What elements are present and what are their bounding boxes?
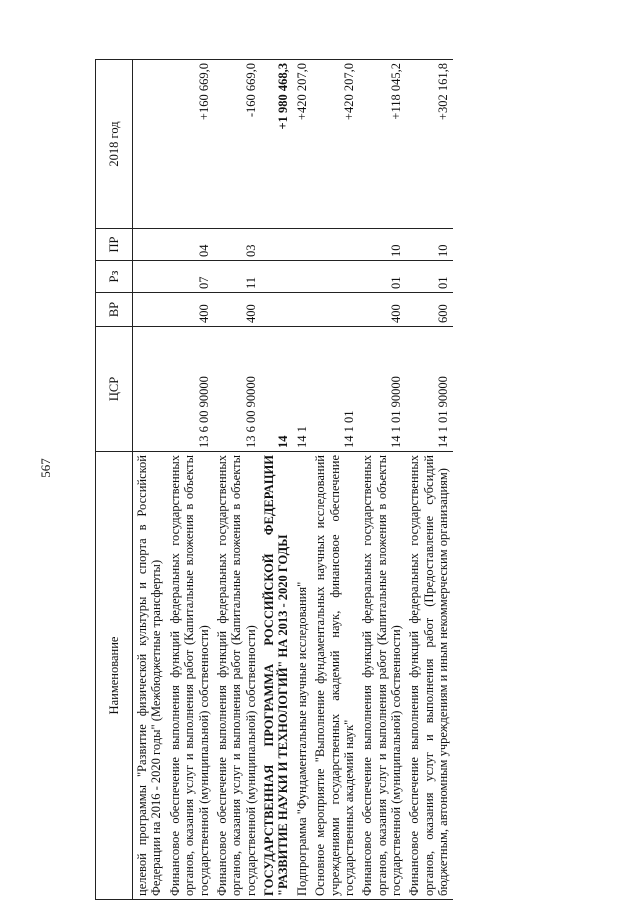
cell-name: Финансовое обеспечение выполнения функций федеральных государственных органов, оказания услуг и выполнения работ (Предоставление субсидий бюджетным, автономным учреждениям и иным некоммерческим организациям) (405, 452, 452, 900)
header-year: 2018 год (96, 60, 133, 229)
cell-name: Финансовое обеспечение выполнения функций федеральных государственных органов, оказания услуг и выполнения работ (Капитальные вложения в объекты государственной (муниципальной) собственности) (358, 452, 405, 900)
table-row (311, 60, 358, 900)
budget-table-sheet (95, 60, 620, 900)
cell-csr: 14 1 01 90000 (405, 327, 452, 452)
cell-amount: +118 045,2 (358, 60, 405, 229)
cell-name: Основное мероприятие "Выполнение фундаментальных научных исследований учреждениями государственных академий наук, финансовое обеспечение государственных академий наук" (311, 452, 358, 900)
cell-rz: 11 (213, 261, 260, 293)
cell-rz (311, 261, 358, 293)
cell-amount: +420 207,0 (311, 60, 358, 229)
header-rz: Рз (96, 261, 133, 293)
cell-csr: 14 (260, 327, 293, 452)
cell-csr: 13 6 00 90000 (213, 327, 260, 452)
cell-amount: +1 980 468,3 (260, 60, 293, 229)
header-csr: ЦСР (96, 327, 133, 452)
table-row (358, 60, 405, 900)
cell-vr (260, 293, 293, 327)
cell-vr: 400 (358, 293, 405, 327)
cell-vr: 600 (405, 293, 452, 327)
cell-pr: 04 (166, 229, 213, 261)
cell-pr (133, 229, 166, 261)
cell-csr (133, 327, 166, 452)
cell-rz: 07 (166, 261, 213, 293)
cell-name: ГОСУДАРСТВЕННАЯ ПРОГРАММА РОССИЙСКОЙ ФЕДЕРАЦИИ "РАЗВИТИЕ НАУКИ И ТЕХНОЛОГИЙ" НА 2013 - 2020 ГОДЫ (260, 452, 293, 900)
cell-name: Финансовое обеспечение выполнения функций федеральных государственных органов, оказания услуг и выполнения работ (Капитальные вложения в объекты государственной (муниципальной) собственности) (213, 452, 260, 900)
table-row (133, 60, 166, 900)
cell-amount: +160 669,0 (166, 60, 213, 229)
cell-vr: 400 (166, 293, 213, 327)
table-header-row (96, 60, 133, 900)
table-body (133, 60, 453, 900)
cell-vr: 400 (213, 293, 260, 327)
cell-csr: 14 1 01 90000 (358, 327, 405, 452)
page-number: 567 (38, 458, 53, 478)
cell-rz (133, 261, 166, 293)
header-pr: ПР (96, 229, 133, 261)
cell-name: целевой программы "Развитие физической культуры и спорта в Российской Федерации на 2016 - 2020 годы" (Межбюджетные трансферты) (133, 452, 166, 900)
cell-rz: 01 (405, 261, 452, 293)
header-vr: ВР (96, 293, 133, 327)
budget-table (95, 59, 453, 900)
header-name: Наименование (96, 452, 133, 900)
cell-pr: 10 (358, 229, 405, 261)
cell-pr (260, 229, 293, 261)
cell-name: Финансовое обеспечение выполнения функций федеральных государственных органов, оказания услуг и выполнения работ (Капитальные вложения в объекты государственной (муниципальной) собственности) (166, 452, 213, 900)
cell-amount: +420 207,0 (293, 60, 311, 229)
cell-vr (133, 293, 166, 327)
cell-rz (260, 261, 293, 293)
cell-pr (293, 229, 311, 261)
table-row (260, 60, 293, 900)
cell-rz: 01 (358, 261, 405, 293)
table-row (293, 60, 311, 900)
table-row (166, 60, 213, 900)
cell-pr: 10 (405, 229, 452, 261)
cell-rz (293, 261, 311, 293)
table-row (213, 60, 260, 900)
rotated-table-container (95, 60, 620, 900)
cell-csr: 13 6 00 90000 (166, 327, 213, 452)
cell-name: Подпрограмма "Фундаментальные научные исследования" (293, 452, 311, 900)
table-row (405, 60, 452, 900)
cell-vr (311, 293, 358, 327)
cell-csr: 14 1 01 (311, 327, 358, 452)
cell-amount: +302 161,8 (405, 60, 452, 229)
cell-pr (311, 229, 358, 261)
cell-pr: 03 (213, 229, 260, 261)
cell-amount (133, 60, 166, 229)
cell-vr (293, 293, 311, 327)
cell-amount: -160 669,0 (213, 60, 260, 229)
cell-csr: 14 1 (293, 327, 311, 452)
